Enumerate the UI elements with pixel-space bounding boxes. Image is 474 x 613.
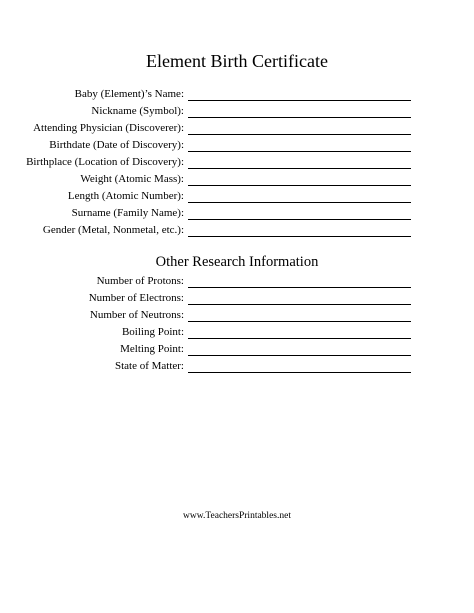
research-section-title: Other Research Information xyxy=(155,254,319,270)
field-label: Boiling Point: xyxy=(121,326,184,338)
field-atomic-mass xyxy=(0,172,474,189)
blank-line-electrons[interactable] xyxy=(188,304,411,305)
blank-line-date-of-discovery[interactable] xyxy=(188,151,411,152)
field-label: Birthplace (Location of Discovery): xyxy=(26,156,184,168)
field-electrons xyxy=(0,291,474,308)
blank-line-gender[interactable] xyxy=(188,236,411,237)
blank-line-boiling-point[interactable] xyxy=(188,338,411,339)
field-element-name xyxy=(0,87,474,104)
certificate-title: Element Birth Certificate xyxy=(146,51,328,71)
blank-line-location-of-discovery[interactable] xyxy=(188,168,411,169)
blank-line-neutrons[interactable] xyxy=(188,321,411,322)
blank-line-family-name[interactable] xyxy=(188,219,411,220)
field-label: Number of Neutrons: xyxy=(89,309,184,321)
blank-line-protons[interactable] xyxy=(188,287,411,288)
field-atomic-number xyxy=(0,189,474,206)
field-label: Nickname (Symbol): xyxy=(91,105,184,117)
field-date-of-discovery xyxy=(0,138,474,155)
field-state-of-matter xyxy=(0,359,474,376)
field-family-name xyxy=(0,206,474,223)
field-label: Melting Point: xyxy=(120,343,184,355)
field-label: State of Matter: xyxy=(114,360,184,372)
blank-line-melting-point[interactable] xyxy=(188,355,411,356)
field-label: Attending Physician (Discoverer): xyxy=(33,122,184,134)
field-gender xyxy=(0,223,474,240)
blank-line-atomic-number[interactable] xyxy=(188,202,411,203)
field-label: Baby (Element)’s Name: xyxy=(74,88,184,100)
blank-line-state-of-matter[interactable] xyxy=(188,372,411,373)
field-symbol xyxy=(0,104,474,121)
field-label: Gender (Metal, Nonmetal, etc.): xyxy=(42,224,184,236)
field-location-of-discovery xyxy=(0,155,474,172)
field-label: Weight (Atomic Mass): xyxy=(80,173,184,185)
blank-line-discoverer[interactable] xyxy=(188,134,411,135)
blank-line-symbol[interactable] xyxy=(188,117,411,118)
field-boiling-point xyxy=(0,325,474,342)
field-protons xyxy=(0,274,474,291)
field-melting-point xyxy=(0,342,474,359)
field-neutrons xyxy=(0,308,474,325)
field-label: Length (Atomic Number): xyxy=(67,190,184,202)
blank-line-element-name[interactable] xyxy=(188,100,411,101)
field-label: Surname (Family Name): xyxy=(71,207,184,219)
field-label: Number of Protons: xyxy=(96,275,184,287)
field-label: Number of Electrons: xyxy=(88,292,184,304)
blank-line-atomic-mass[interactable] xyxy=(188,185,411,186)
field-discoverer xyxy=(0,121,474,138)
footer-url: www.TeachersPrintables.net xyxy=(183,511,291,521)
field-label: Birthdate (Date of Discovery): xyxy=(49,139,184,151)
